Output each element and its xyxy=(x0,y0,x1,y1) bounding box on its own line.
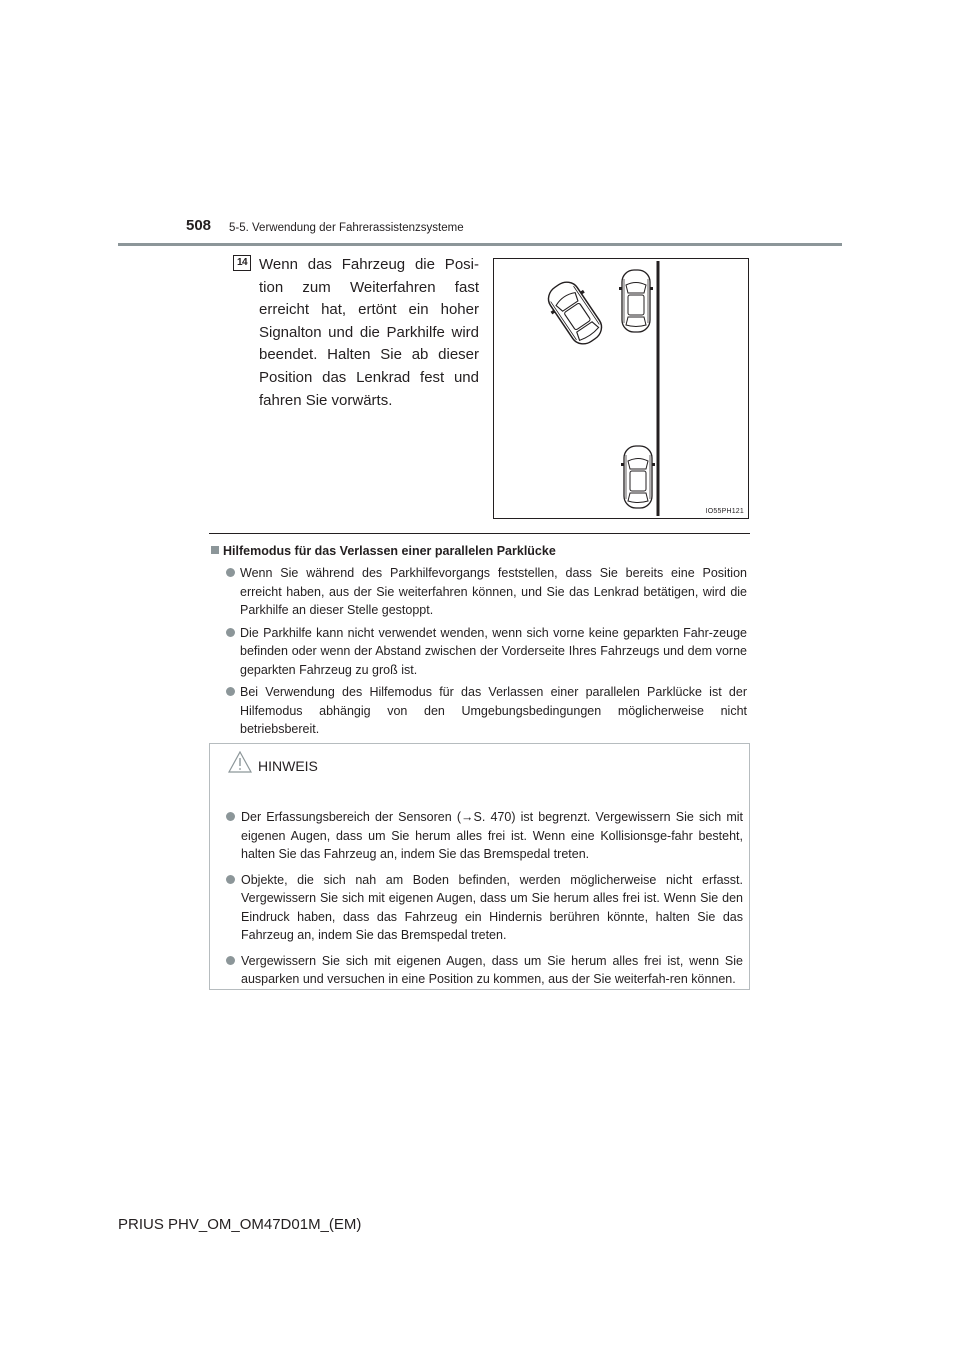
parking-illustration xyxy=(493,258,749,519)
list-item-text: Der Erfassungsbereich der Sensoren (→S. 470) ist begrenzt. Vergewissern Sie sich mit eigenen Augen, dass um Sie herum alles frei ist. Wenn eine Kollisionsge-fahr besteht, halten Sie das Fahrzeug an, indem Sie das Bremspedal treten. xyxy=(241,810,743,861)
notes-heading-text: Hilfemodus für das Verlassen einer parallelen Parklücke xyxy=(223,544,556,558)
list-item xyxy=(226,808,743,864)
notice-box xyxy=(209,743,750,990)
parking-diagram xyxy=(494,259,748,518)
bullet-dot-icon xyxy=(226,568,235,577)
bullet-dot-icon xyxy=(226,628,235,637)
list-item xyxy=(226,871,743,945)
list-item-text: Die Parkhilfe kann nicht verwendet wenden, wenn sich vorne keine geparkten Fahr-zeuge befinden oder wenn der Abstand zwischen der Vorderseite Ihres Fahrzeugs und dem vorne geparkten Fahrzeug zu groß ist. xyxy=(240,625,747,677)
list-item xyxy=(226,624,747,680)
warning-triangle-icon xyxy=(228,751,252,773)
page-number: 508 xyxy=(186,217,212,234)
list-item xyxy=(226,683,747,739)
document-footer: PRIUS PHV_OM_OM47D01M_(EM) xyxy=(118,1216,362,1233)
parked-car-front xyxy=(619,270,653,332)
figure-code: IO55PH121 xyxy=(705,508,744,515)
list-item-text: Objekte, die sich nah am Boden befinden, werden möglicherweise nicht erfasst. Vergewissern Sie sich mit eigenen Augen, dass um Sie herum alles frei ist. Wenn Sie den Eindruck haben, dass das Fahrzeug ein Hindernis berühren könnte, halten Sie das Fahrzeug an, indem Sie das Bremspedal treten. xyxy=(241,872,743,942)
list-item-text: Vergewissern Sie sich mit eigenen Augen, dass um Sie herum alles frei ist, wenn Sie ausparken und versuchen in eine Position zu kommen, aus der Sie weiterfah-ren können. xyxy=(241,953,743,986)
own-vehicle xyxy=(541,275,610,351)
parked-car-rear xyxy=(621,446,655,508)
list-item xyxy=(226,952,743,989)
list-item-text: Bei Verwendung des Hilfemodus für das Verlassen einer parallelen Parklücke ist der Hilfemodus abhängig von den Umgebungsbedingungen möglicherweise nicht betriebsbereit. xyxy=(240,685,747,736)
bullet-dot-icon xyxy=(226,875,235,884)
bullet-dot-icon xyxy=(226,687,235,696)
section-divider xyxy=(209,533,750,534)
bullet-dot-icon xyxy=(226,956,235,965)
bullet-dot-icon xyxy=(226,812,235,821)
section-title: 5-5. Verwendung der Fahrerassistenzsysteme xyxy=(229,222,464,234)
step-instruction-text: Wenn das Fahrzeug die Posi-tion zum Weiterfahren fast erreicht hat, ertönt ein hoher Signalton und die Parkhilfe wird beendet. Halten Sie ab dieser Position das Lenkrad fest und fahren Sie vorwärts. xyxy=(259,256,479,409)
notice-title: HINWEIS xyxy=(258,758,318,774)
header-rule xyxy=(118,243,842,246)
list-item-text: Wenn Sie während des Parkhilfevorgangs feststellen, dass Sie bereits eine Position erreicht haben, aus der Sie weiterfahren können, und Sie das Lenkrad betätigen, wird die Parkhilfe an dieser Stelle gestoppt. xyxy=(240,566,747,617)
notes-heading xyxy=(211,544,556,558)
notes-list xyxy=(226,564,747,743)
square-bullet-icon xyxy=(211,546,219,554)
notice-list xyxy=(226,808,743,996)
list-item xyxy=(226,564,747,620)
step-number-badge: 14 xyxy=(233,255,251,271)
